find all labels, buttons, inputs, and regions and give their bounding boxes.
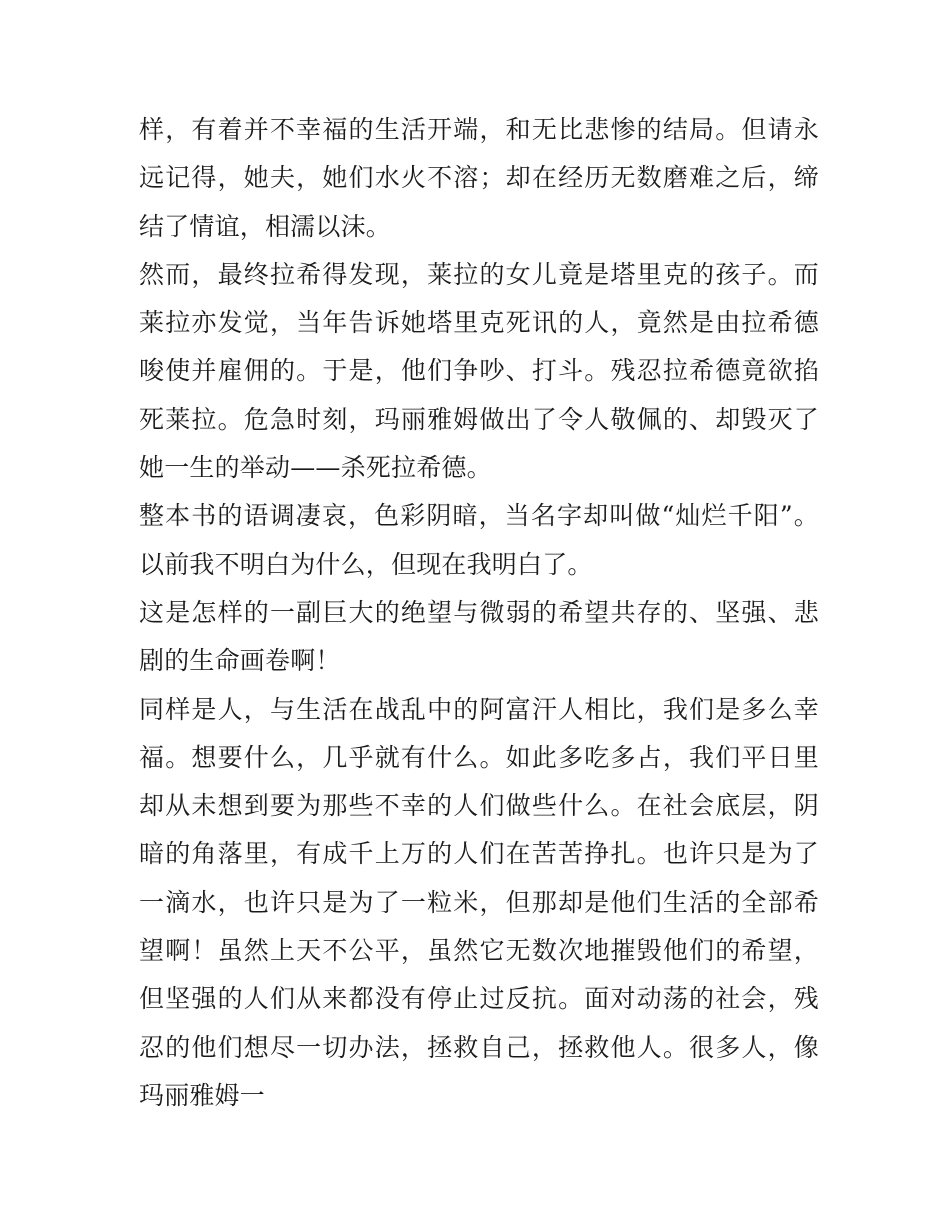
document-body xyxy=(139,106,819,1120)
paragraph-2: 然而，最终拉希得发现，莱拉的女儿竟是塔里克的孩子。而莱拉亦发觉，当年告诉她塔里克死讯的人，竟然是由拉希德唆使并雇佣的。于是，他们争吵、打斗。残忍拉希德竟欲掐死莱拉。危急时刻，玛丽雅姆做出了令人敬佩的、却毁灭了她一生的举动——杀死拉希德。 xyxy=(139,259,819,483)
paragraph-5: 同样是人，与生活在战乱中的阿富汗人相比，我们是多么幸福。想要什么，几乎就有什么。如此多吃多占，我们平日里却从未想到要为那些不幸的人们做些什么。在社会底层，阴暗的角落里，有成千上万的人们在苦苦挣扎。也许只是为了一滴水，也许只是为了一粒米，但那却是他们生活的全部希望啊！虽然上天不公平，虽然它无数次地摧毁他们的希望，但坚强的人们从来都没有停止过反抗。面对动荡的社会，残忍的他们想尽一切办法，拯救自己，拯救他人。很多人，像玛丽雅姆一 xyxy=(139,694,819,1110)
paragraph-3: 整本书的语调凄哀，色彩阴暗，当名字却叫做“灿烂千阳”。以前我不明白为什么，但现在我明白了。 xyxy=(139,501,819,579)
paragraph-1: 样，有着并不幸福的生活开端，和无比悲惨的结局。但请永远记得，她夫，她们水火不溶；却在经历无数磨难之后，缔结了情谊，相濡以沫。 xyxy=(139,115,819,241)
paragraph-4: 这是怎样的一副巨大的绝望与微弱的希望共存的、坚强、悲剧的生命画卷啊！ xyxy=(139,597,819,676)
